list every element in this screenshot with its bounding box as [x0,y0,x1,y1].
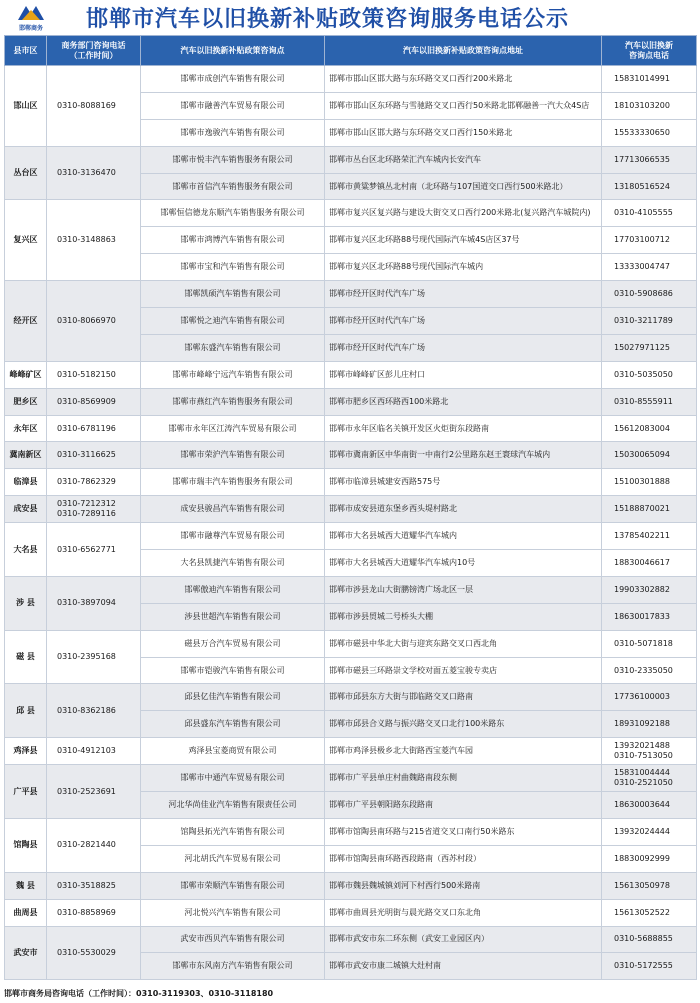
county-group [5,200,697,281]
dealer-name-cell: 邯郸市峰峰宁远汽车销售有限公司 [141,361,325,388]
dealer-address-cell: 邯郸市经开区时代汽车广场 [325,308,602,335]
bureau-phone-cell: 0310-8362186 [47,684,141,738]
dealer-phone-cell: 17736100003 [602,684,697,711]
county-cell: 永年区 [5,415,47,442]
dealer-phone-cell: 13932024444 [602,818,697,845]
county-cell: 涉 县 [5,576,47,630]
bureau-phone-cell: 0310-7212312 0310-7289116 [47,496,141,523]
dealer-name-cell: 邯郸凯硕汽车销售有限公司 [141,281,325,308]
dealer-address-cell: 邯郸市成安县道东堡乡西头堤村路北 [325,496,602,523]
dealer-phone-cell: 15533330650 [602,119,697,146]
dealer-phone-cell: 13932021488 0310-7513050 [602,738,697,765]
dealer-name-cell: 邯郸市荣顺汽车销售有限公司 [141,872,325,899]
dealer-phone-cell: 0310-5688855 [602,926,697,953]
dealer-address-cell: 邯郸市广平县朝阳路东段路南 [325,792,602,819]
dealer-address-cell: 邯郸市曲周县光明街与晨光路交叉口东北角 [325,899,602,926]
table-row [5,442,697,469]
dealer-phone-cell: 13180516524 [602,173,697,200]
dealer-name-cell: 河北华尚佳业汽车销售有限责任公司 [141,792,325,819]
county-cell: 复兴区 [5,200,47,281]
county-cell: 广平县 [5,765,47,819]
dealer-name-cell: 邯郸市鸿博汽车销售有限公司 [141,227,325,254]
county-cell: 肥乡区 [5,388,47,415]
dealer-phone-cell: 17703100712 [602,227,697,254]
dealer-address-cell: 邯郸市馆陶县南环路与215省道交叉口南行50米路东 [325,818,602,845]
dealer-phone-cell: 0310-5172555 [602,953,697,980]
bureau-phone-cell: 0310-5182150 [47,361,141,388]
dealer-address-cell: 邯郸市广平县单庄村曲魏路南段东侧 [325,765,602,792]
dealer-name-cell: 河北悦兴汽车销售有限公司 [141,899,325,926]
dealer-address-cell: 邯郸市临漳县城建安西路575号 [325,469,602,496]
county-cell: 邯山区 [5,66,47,147]
dealer-name-cell: 武安市西贝汽车销售有限公司 [141,926,325,953]
dealer-address-cell: 邯郸市邱县合义路与振兴路交叉口北行100米路东 [325,711,602,738]
bureau-phone-cell: 0310-3136470 [47,146,141,200]
dealer-phone-cell: 19903302882 [602,576,697,603]
county-cell: 成安县 [5,496,47,523]
dealer-address-cell: 邯郸市大名县城西大道耀华汽车城内 [325,523,602,550]
dealer-name-cell: 邯郸市中通汽车贸易有限公司 [141,765,325,792]
county-cell: 邱 县 [5,684,47,738]
dealer-address-cell: 邯郸市武安市康二城镇大灶村南 [325,953,602,980]
dealer-address-cell: 邯郸市永年区临名关镇开发区火炬街东段路南 [325,415,602,442]
county-cell: 馆陶县 [5,818,47,872]
county-cell: 冀南新区 [5,442,47,469]
county-group [5,576,697,630]
county-group [5,872,697,899]
county-group [5,523,697,577]
table-row [5,200,697,227]
dealer-phone-cell: 15613050978 [602,872,697,899]
dealer-address-cell: 邯郸市馆陶县南环路西段路南（西苏村段） [325,845,602,872]
county-group [5,765,697,819]
county-cell: 丛台区 [5,146,47,200]
dealer-name-cell: 河北胡氏汽车贸易有限公司 [141,845,325,872]
logo-text: 邯郸商务 [18,25,43,32]
county-group [5,738,697,765]
table-row [5,66,697,93]
dealer-phone-cell: 13785402211 [602,523,697,550]
dealer-address-cell: 邯郸市大名县城西大道耀华汽车城内10号 [325,550,602,577]
dealer-address-cell: 邯郸市武安市东二环东侧（武安工业园区内） [325,926,602,953]
bureau-phone-cell: 0310-6781196 [47,415,141,442]
dealer-phone-cell: 0310-5035050 [602,361,697,388]
dealer-name-cell: 邯郸市悦丰汽车销售服务有限公司 [141,146,325,173]
table-row [5,765,697,792]
county-group [5,415,697,442]
dealer-name-cell: 邯郸市成创汽车销售有限公司 [141,66,325,93]
dealer-name-cell: 邱县盛东汽车销售有限公司 [141,711,325,738]
bureau-phone-cell: 0310-7862329 [47,469,141,496]
county-cell: 鸡泽县 [5,738,47,765]
dealer-address-cell: 邯郸市邱县东方大街与邯临路交叉口路南 [325,684,602,711]
dealer-address-cell: 邯郸市涉县龙山大街鹏镑湾广场北区一层 [325,576,602,603]
table-row [5,146,697,173]
col-header-dealer: 汽车以旧换新补贴政策咨询点 [141,36,325,66]
handan-commerce-logo [8,2,54,32]
county-cell: 经开区 [5,281,47,362]
dealer-address-cell: 邯郸市复兴区复兴路与建设大街交叉口西行200米路北(复兴路汽车城院内) [325,200,602,227]
dealer-name-cell: 馆陶县拓光汽车销售有限公司 [141,818,325,845]
county-group [5,630,697,684]
dealer-name-cell: 邯郸市燕红汽车销售服务有限公司 [141,388,325,415]
table-row [5,361,697,388]
table-row [5,684,697,711]
header [0,0,700,34]
dealer-name-cell: 成安县骏昌汽车销售有限公司 [141,496,325,523]
dealer-phone-cell: 15831004444 0310-2521050 [602,765,697,792]
dealer-address-cell: 邯郸市鸡泽县极乡北大街路西宝菱汽车园 [325,738,602,765]
bureau-phone-cell: 0310-6562771 [47,523,141,577]
table-header-row [5,36,697,66]
dealer-name-cell: 邯郸傲迪汽车销售有限公司 [141,576,325,603]
county-group [5,926,697,980]
hotline-table [4,35,697,980]
bureau-phone-cell: 0310-3116625 [47,442,141,469]
dealer-address-cell: 邯郸市冀南新区中华南街一中南行2公里路东赵王寰球汽车城内 [325,442,602,469]
bureau-phone-cell: 0310-3518825 [47,872,141,899]
table-row [5,388,697,415]
dealer-phone-cell: 18103103200 [602,92,697,119]
dealer-name-cell: 邯郸市宝和汽车销售有限公司 [141,254,325,281]
dealer-name-cell: 邯郸市逸骏汽车销售有限公司 [141,119,325,146]
dealer-address-cell: 邯郸市复兴区北环路88号现代国际汽车城内 [325,254,602,281]
dealer-phone-cell: 15188870021 [602,496,697,523]
col-header-county: 县市区 [5,36,47,66]
dealer-phone-cell: 18830046617 [602,550,697,577]
page-title: 邯郸市汽车以旧换新补贴政策咨询服务电话公示 [86,7,570,32]
county-group [5,388,697,415]
dealer-address-cell: 邯郸市峰峰矿区彭儿庄村口 [325,361,602,388]
county-cell: 大名县 [5,523,47,577]
dealer-phone-cell: 17713066535 [602,146,697,173]
county-group [5,899,697,926]
dealer-phone-cell: 15027971125 [602,334,697,361]
dealer-address-cell: 邯郸市魏县魏城镇刘河下村西行500米路南 [325,872,602,899]
county-cell: 磁 县 [5,630,47,684]
county-cell: 曲周县 [5,899,47,926]
dealer-name-cell: 邯郸市首信汽车销售服务有限公司 [141,173,325,200]
table-row [5,630,697,657]
table-row [5,281,697,308]
footer-note: 邯郸市商务局咨询电话（工作时间）：0310-3119303、0310-3118180 [4,989,274,998]
dealer-address-cell: 邯郸市邯山区东环路与雪驰路交叉口西行50米路北邯郸融善一汽大众4S店 [325,92,602,119]
bureau-phone-cell: 0310-8858969 [47,899,141,926]
dealer-phone-cell: 0310-4105555 [602,200,697,227]
county-group [5,146,697,200]
dealer-phone-cell: 0310-5071818 [602,630,697,657]
table-row [5,576,697,603]
dealer-address-cell: 邯郸市经开区时代汽车广场 [325,334,602,361]
dealer-name-cell: 大名县凯捷汽车销售有限公司 [141,550,325,577]
dealer-phone-cell: 18630017833 [602,603,697,630]
county-cell: 武安市 [5,926,47,980]
dealer-phone-cell: 0310-3211789 [602,308,697,335]
dealer-name-cell: 涉县世超汽车销售有限公司 [141,603,325,630]
county-group [5,496,697,523]
dealer-address-cell: 邯郸市肥乡区西环路西100米路北 [325,388,602,415]
dealer-phone-cell: 15613052522 [602,899,697,926]
dealer-name-cell: 邯郸市融尊汽车贸易有限公司 [141,523,325,550]
dealer-address-cell: 邯郸市涉县贸城二号桥头大棚 [325,603,602,630]
dealer-address-cell: 邯郸市黄粱梦镇丛北村南（北环路与107国道交口西行500米路北） [325,173,602,200]
bureau-phone-cell: 0310-2395168 [47,630,141,684]
table-row [5,926,697,953]
table-row [5,872,697,899]
bureau-phone-cell: 0310-2821440 [47,818,141,872]
dealer-name-cell: 邯郸悦之迪汽车销售有限公司 [141,308,325,335]
county-group [5,818,697,872]
bureau-phone-cell: 0310-3897094 [47,576,141,630]
bureau-phone-cell: 0310-8569909 [47,388,141,415]
bureau-phone-cell: 0310-5530029 [47,926,141,980]
dealer-phone-cell: 15100301888 [602,469,697,496]
dealer-address-cell: 邯郸市邯山区邯大路与东环路交叉口西行200米路北 [325,66,602,93]
dealer-phone-cell: 18931092188 [602,711,697,738]
dealer-name-cell: 磁县万合汽车贸易有限公司 [141,630,325,657]
logo-emblem-icon [8,2,54,24]
dealer-phone-cell: 18830092999 [602,845,697,872]
table-row [5,738,697,765]
table-row [5,523,697,550]
dealer-phone-cell: 18630003644 [602,792,697,819]
dealer-name-cell: 邯郸市瑞丰汽车销售服务有限公司 [141,469,325,496]
dealer-name-cell: 鸡泽县宝菱商贸有限公司 [141,738,325,765]
county-group [5,684,697,738]
county-group [5,469,697,496]
county-group [5,361,697,388]
dealer-name-cell: 邯郸市铠骏汽车销售有限公司 [141,657,325,684]
dealer-phone-cell: 15030065094 [602,442,697,469]
table-row [5,818,697,845]
dealer-address-cell: 邯郸市磁县中华北大街与迎宾东路交叉口西北角 [325,630,602,657]
bureau-phone-cell: 0310-8066970 [47,281,141,362]
col-header-dealer-phone: 汽车以旧换新 咨询点电话 [602,36,697,66]
dealer-address-cell: 邯郸市邯山区邯大路与东环路交叉口西行150米路北 [325,119,602,146]
dealer-name-cell: 邯郸市永年区江涛汽车贸易有限公司 [141,415,325,442]
dealer-address-cell: 邯郸市经开区时代汽车广场 [325,281,602,308]
dealer-phone-cell: 15831014991 [602,66,697,93]
county-cell: 临漳县 [5,469,47,496]
table-row [5,469,697,496]
bureau-phone-cell: 0310-8088169 [47,66,141,147]
dealer-address-cell: 邯郸市复兴区北环路88号现代国际汽车城4S店区37号 [325,227,602,254]
table-row [5,496,697,523]
county-group [5,66,697,147]
dealer-phone-cell: 0310-2335050 [602,657,697,684]
col-header-address: 汽车以旧换新补贴政策咨询点地址 [325,36,602,66]
dealer-phone-cell: 0310-8555911 [602,388,697,415]
dealer-name-cell: 邯郸市融善汽车贸易有限公司 [141,92,325,119]
county-cell: 魏 县 [5,872,47,899]
table-row [5,899,697,926]
dealer-address-cell: 邯郸市丛台区北环路荣汇汽车城内长安汽车 [325,146,602,173]
dealer-address-cell: 邯郸市磁县三环路崇文学校对面五菱宝骏专卖店 [325,657,602,684]
col-header-bureau-phone: 商务部门咨询电话 （工作时间） [47,36,141,66]
county-group [5,442,697,469]
dealer-name-cell: 邱县亿佳汽车销售有限公司 [141,684,325,711]
dealer-name-cell: 邯郸市东风南方汽车销售有限公司 [141,953,325,980]
dealer-phone-cell: 0310-5908686 [602,281,697,308]
county-group [5,281,697,362]
dealer-name-cell: 邯郸市荣沪汽车销售有限公司 [141,442,325,469]
dealer-phone-cell: 15612083004 [602,415,697,442]
dealer-name-cell: 邯郸恒信德龙东顺汽车销售服务有限公司 [141,200,325,227]
dealer-phone-cell: 13333004747 [602,254,697,281]
dealer-name-cell: 邯郸东盛汽车销售有限公司 [141,334,325,361]
bureau-phone-cell: 0310-3148863 [47,200,141,281]
table-row [5,415,697,442]
bureau-phone-cell: 0310-2523691 [47,765,141,819]
bureau-phone-cell: 0310-4912103 [47,738,141,765]
county-cell: 峰峰矿区 [5,361,47,388]
